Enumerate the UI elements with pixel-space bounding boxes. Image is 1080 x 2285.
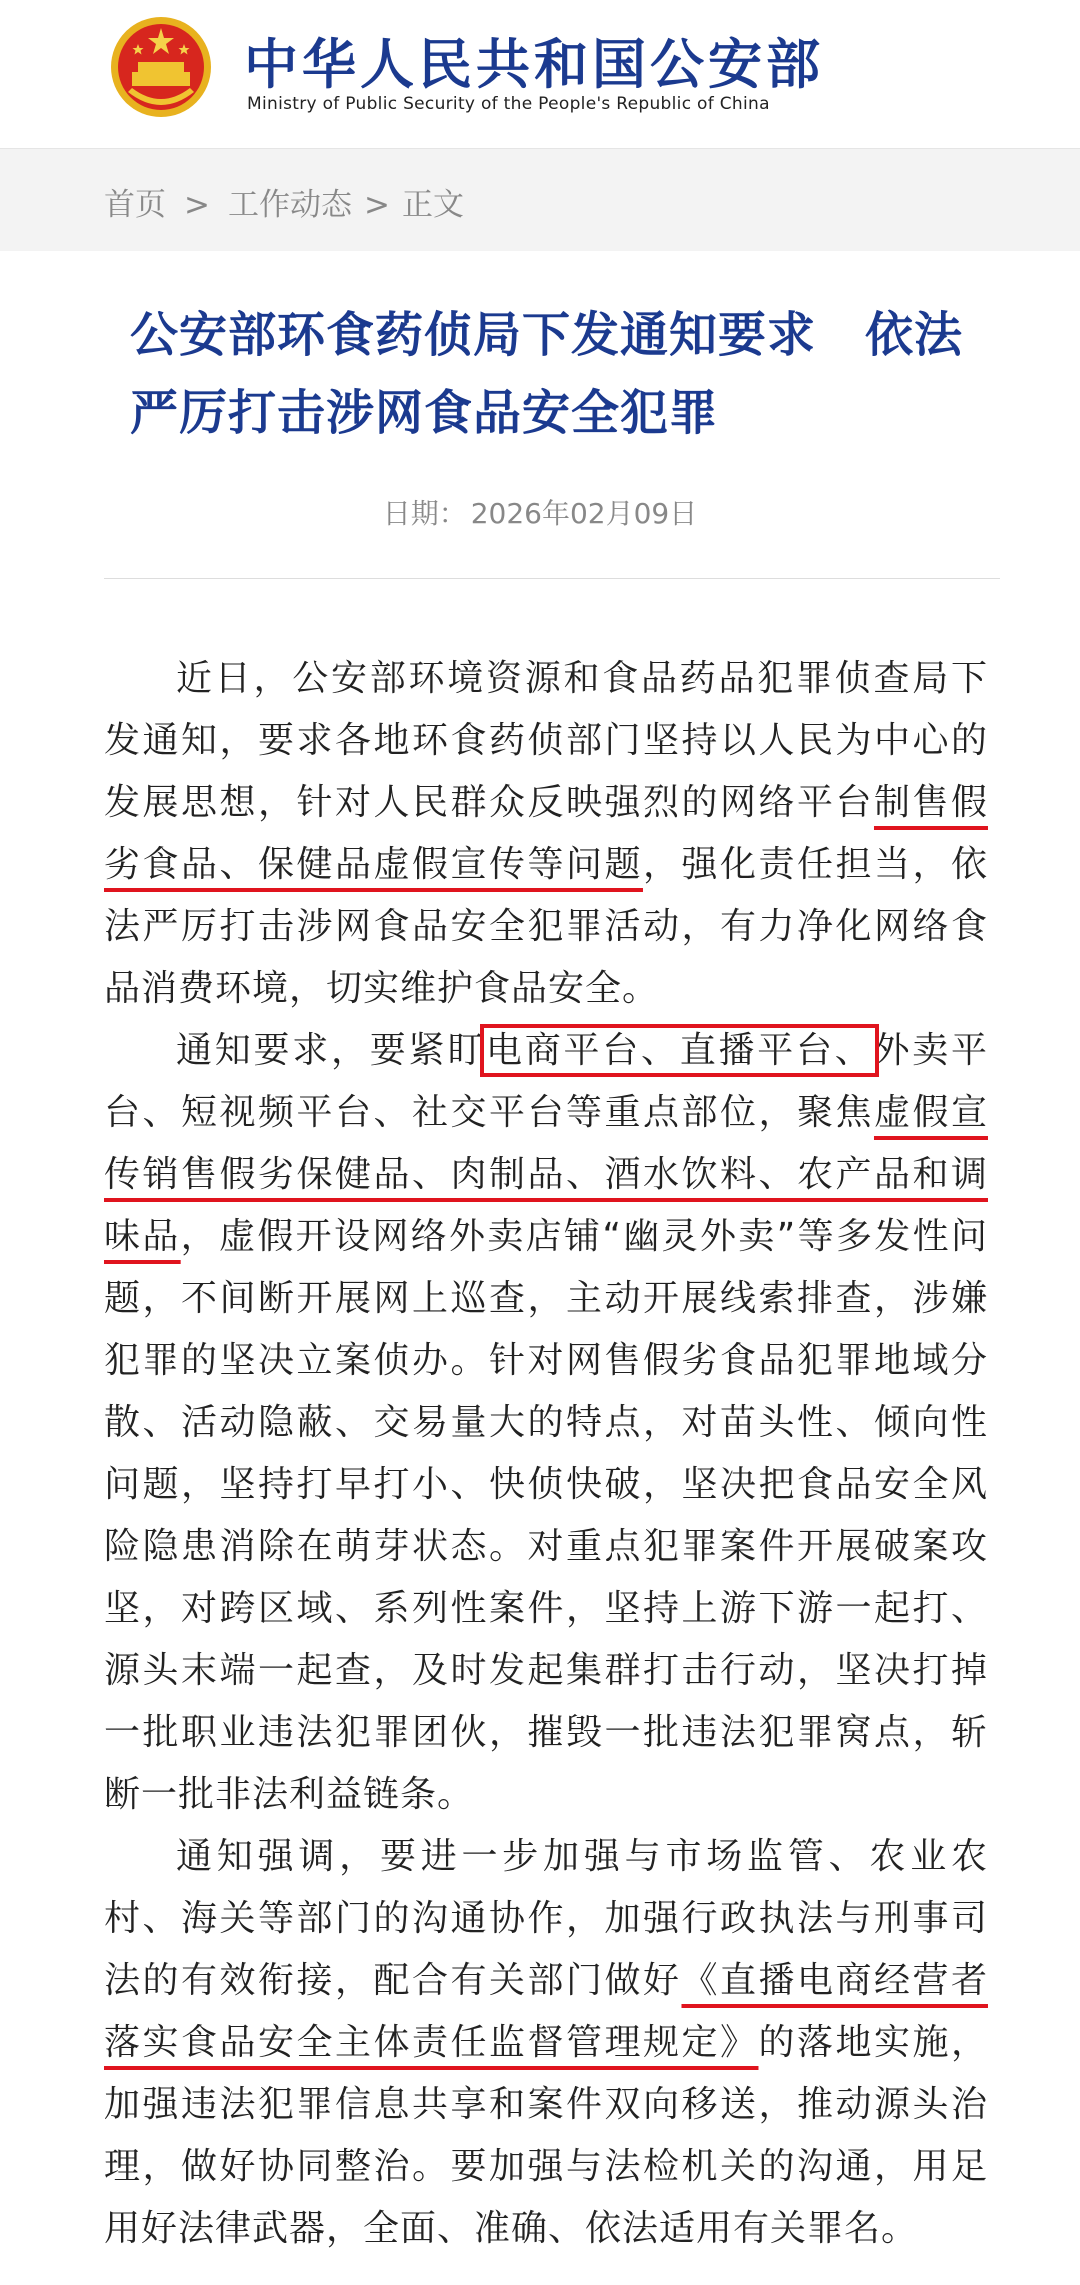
article-title: 公安部环食药侦局下发通知要求 依法严厉打击涉网食品安全犯罪 (130, 307, 964, 441)
highlight-underline: 虚假宣传销售假劣保健品、肉制品、酒水饮料、农产品和调味品 (104, 1092, 988, 1257)
article-date (0, 492, 1080, 532)
paragraph-text: 通知强调，要进一步加强与市场监管、农业农村、海关等部门的沟通协作，加强行政执法与刑事司法的有效衔接，配合有关部门做好 (104, 1836, 988, 2001)
breadcrumb-current: 正文 (401, 187, 464, 223)
site-header (0, 0, 1080, 149)
paragraph-text: 通知要求，要紧盯 (176, 1030, 486, 1071)
paragraph-text: 外卖平台、短视频平台、社交平台等重点部位，聚焦 (104, 1030, 988, 1133)
breadcrumb-home-link[interactable]: 首页 (104, 187, 166, 223)
date-value: 2026年02月09日 (470, 497, 698, 530)
paragraph-text: ，虚假开设网络外卖店铺“幽灵外卖”等多发性问题，不间断开展网上巡查，主动开展线索排查，涉嫌犯罪的坚决立案侦办。针对网售假劣食品犯罪地域分散、活动隐蔽、交易量大的特点，对苗头性、倾向性问题，坚持打早打小、快侦快破，坚决把食品安全风险隐患消除在萌芽状态。对重点犯罪案件开展破案攻坚，对跨区域、系列性案件，坚持上游下游一起打、源头末端一起查，及时发起集群打击行动，坚决打掉一批职业违法犯罪团伙，摧毁一批违法犯罪窝点，斩断一批非法利益链条。 (104, 1216, 988, 1815)
paragraph-text: 的落地实施，加强违法犯罪信息共享和案件双向移送，推动源头治理，做好协同整治。要加强与法检机关的沟通，用足用好法律武器，全面、准确、依法适用有关罪名。 (104, 2022, 988, 2249)
paragraph-3 (104, 1826, 988, 2260)
site-subtitle: Ministry of Public Security of the People's Republic of China (247, 94, 770, 114)
breadcrumb-separator: > (363, 187, 390, 223)
site-title[interactable]: 中华人民共和国公安部 (244, 33, 824, 96)
highlight-underline: 制售假劣食品、保健品虚假宣传等问题 (104, 782, 988, 885)
breadcrumb (104, 179, 464, 224)
paragraph-text: 近日，公安部环境资源和食品药品犯罪侦查局下发通知，要求各地环食药侦部门坚持以人民为中心的发展思想，针对人民群众反映强烈的网络平台 (104, 658, 988, 823)
breadcrumb-bar (0, 149, 1080, 251)
breadcrumb-separator: > (184, 187, 210, 223)
paragraph-text: ，强化责任担当，依法严厉打击涉网食品安全犯罪活动，有力净化网络食品消费环境，切实维护食品安全。 (104, 844, 988, 1009)
highlight-box: 电商平台、直播平台、 (485, 1030, 874, 1071)
paragraph-1 (104, 648, 988, 1020)
highlight-underline: 《直播电商经营者落实食品安全主体责任监督管理规定》 (104, 1960, 988, 2063)
divider (104, 578, 1000, 579)
article-body (104, 648, 988, 2260)
breadcrumb-section-link[interactable]: 工作动态 (227, 187, 352, 223)
paragraph-2 (104, 1020, 988, 1826)
date-label: 日期： (382, 497, 467, 530)
national-emblem-icon (108, 14, 214, 120)
